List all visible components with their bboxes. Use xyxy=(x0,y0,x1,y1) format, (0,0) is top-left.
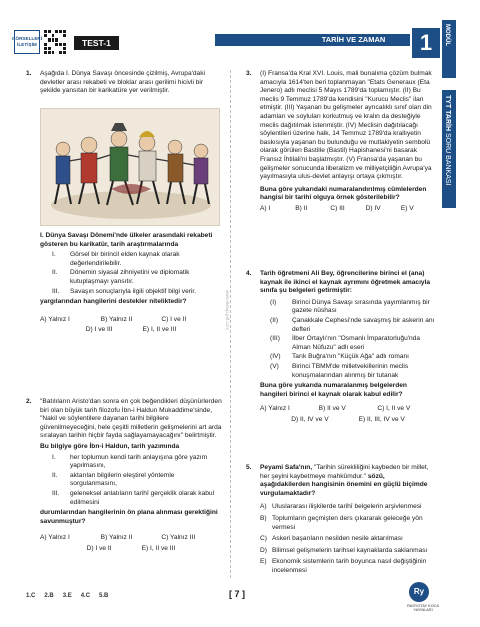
option-c[interactable]: C) I, II ve V xyxy=(377,405,411,413)
test-label: TEST-1 xyxy=(74,36,119,50)
option-c[interactable]: C) Yalnız III xyxy=(161,534,196,542)
brand-tab xyxy=(442,90,456,208)
item-key: III. xyxy=(52,489,60,497)
question-intro: Tarih öğretmeni Ali Bey, öğrencilerine birinci el (ana) kaynak ile ikinci el kaynak ayrımını öğretmek amacıyla sınıfa şu belgeleri getirmiştir: xyxy=(260,270,431,295)
module-tab xyxy=(442,20,456,78)
option-e[interactable] xyxy=(260,558,436,575)
question-number: 3. xyxy=(246,70,252,77)
item-key: III. xyxy=(52,287,60,295)
option-b[interactable]: B) II xyxy=(295,204,308,212)
option-text: Ekonomik sistemlerin tarih boyunca nasıl değiştiğinin incelenmesi xyxy=(272,558,427,574)
item-text: aktarılan bilgilerin eleştirel yöntemle sorgulanmasını, xyxy=(70,471,175,488)
quote-author: Peyami Safa'nın, xyxy=(260,464,313,471)
item-key: I. xyxy=(52,251,56,259)
item-key: II. xyxy=(52,471,58,479)
brand-subtitle: SORU BANKASI xyxy=(444,131,451,186)
question-prompt: Buna göre yukarıdaki numaralandırılmış cümlelerden hangisi bir tarihî olguya örnek gösterilebilir? xyxy=(260,185,427,202)
item-key: (II) xyxy=(270,316,279,324)
item-key: II. xyxy=(52,269,58,277)
option-text: Bilimsel gelişmelerin tarihsel kaynaklarda saklanması xyxy=(272,546,428,554)
option-c[interactable] xyxy=(260,535,436,544)
item-text: Birinci TBMM'de milletvekillerinin meclis konuşmalarından alınmış bir tutanak xyxy=(292,362,409,379)
item-key: (III) xyxy=(270,335,280,343)
item-key: (V) xyxy=(270,362,279,370)
option-d[interactable]: D) I ve III xyxy=(85,326,113,334)
option-key: A) xyxy=(260,503,267,511)
question-1-body xyxy=(40,232,222,335)
answer-4: 4.C xyxy=(80,593,91,599)
option-d[interactable]: D) IV xyxy=(365,204,381,212)
list-item xyxy=(270,363,436,380)
option-e[interactable]: E) V xyxy=(400,204,414,212)
option-a[interactable]: A) I xyxy=(260,204,271,212)
list-item xyxy=(52,472,222,489)
question-prompt: yargılarından hangilerini destekler niteliktedir? xyxy=(40,298,187,306)
list-item xyxy=(52,251,222,268)
list-item xyxy=(270,353,436,362)
option-b[interactable]: B) Yalnız II xyxy=(100,534,133,542)
answer-key xyxy=(26,593,108,599)
option-d[interactable] xyxy=(260,547,436,556)
question-intro: Aşağıda I. Dünya Savaşı öncesinde çizilmiş, Avrupa'daki devletler arası rekabeti ve bloklar arası gerilimi hicivli bir şekilde yansıtan bir karikatüre yer verilmiştir. xyxy=(40,70,205,95)
item-text: Çanakkale Cephesi'nde savaşmış bir askerin anı defteri xyxy=(292,316,435,333)
brand-title: TYT TARİH xyxy=(444,95,451,132)
options-row xyxy=(40,326,222,335)
question-1 xyxy=(26,70,220,96)
answer-5: 5.B xyxy=(99,593,109,599)
option-key: D) xyxy=(260,546,267,554)
option-key: E) xyxy=(260,558,267,566)
option-text: Toplumların geçmişten ders çıkararak geleceğe yön vermesi xyxy=(272,514,423,531)
module-tab-label: MODÜL xyxy=(444,24,450,46)
item-key: (I) xyxy=(270,298,277,306)
cartoon-drawing xyxy=(41,109,220,226)
test-number: 1 xyxy=(412,28,440,58)
publisher-name: RASYOTAY KOCA YAYINLARI xyxy=(407,604,439,612)
question-intro: "Batılıların Aristo'dan sonra en çok beğendikleri düşünürlerden biri olan büyük tarih filozofu İbn-i Haldun Mukaddime'sinde, "Nakil ve söylentilere dayanan tarihi bilgilere güvenilmeyeceğini, hele çeşitli milletlerin gelişmelerini art arda sıralayan tarihin hiçbir fayda sağlayamayacağını" belirtmiştir. xyxy=(40,398,222,440)
question-stem: Bu bilgiye göre İbn-i Haldun, tarih yazımında xyxy=(40,442,180,450)
item-text: her toplumun kendi tarih anlayışına göre yazım yapılmasını, xyxy=(70,453,208,470)
item-text: Dönemin siyasal zihniyetini ve diplomatik kutuplaşmayı yansıtır. xyxy=(70,269,190,285)
option-a[interactable] xyxy=(260,503,436,512)
item-text: Görsel bir birincil elden kaynak olarak değerlendirilebilir. xyxy=(70,251,180,267)
list-item xyxy=(52,490,222,507)
document-list xyxy=(270,299,436,380)
item-key: I. xyxy=(52,453,56,461)
topic-title: TARİH VE ZAMAN xyxy=(297,34,410,46)
question-number: 1. xyxy=(26,70,32,77)
option-a[interactable]: A) Yalnız I xyxy=(40,315,70,323)
option-c[interactable]: C) I ve II xyxy=(161,315,187,323)
option-key: C) xyxy=(260,535,267,543)
options-row xyxy=(40,316,222,325)
options-row xyxy=(40,534,222,543)
publisher-logo-icon: Ry xyxy=(409,582,429,602)
list-item xyxy=(270,299,436,316)
option-b[interactable]: B) II ve V xyxy=(318,405,346,413)
question-number: 4. xyxy=(246,270,252,277)
option-key: B) xyxy=(260,514,267,522)
question-3 xyxy=(246,70,436,214)
answer-3: 3.E xyxy=(62,593,72,599)
options-row xyxy=(260,416,436,425)
option-e[interactable]: E) II, III, IV ve V xyxy=(358,415,405,423)
options-row xyxy=(40,545,222,554)
option-c[interactable]: C) III xyxy=(330,204,345,212)
publisher-badge xyxy=(11,30,43,54)
option-b[interactable]: B) Yalnız II xyxy=(100,315,133,323)
question-stem: I. Dünya Savaşı Dönemi'nde ülkeler arasındaki rekabeti gösteren bu karikatür, tarih araştırmalarında xyxy=(40,232,213,248)
quote-text: "Tarihin sürekliliğini kaybeden bir millet, her şeyini kaybetmeye mahkûmdur." xyxy=(260,464,429,480)
list-item xyxy=(270,335,436,352)
badge-line-2: İLETİŞİM xyxy=(17,42,37,47)
column-divider xyxy=(230,70,231,578)
badge-line-1: GÖRSELLERİ xyxy=(11,36,43,41)
options-row xyxy=(260,205,436,214)
item-key: (IV) xyxy=(270,353,281,361)
list-item xyxy=(270,317,436,334)
question-intro: (I) Fransa'da Kral XVI. Louis, mali bunalıma çözüm bulmak amacıyla 1614'ten beri toplanmayan "Etats Generaux (Eta Jenero) adlı meclisi 5 Mayıs 1789'da toplamıştır. (II) Bu meclis 9 Temmuz 1789'da kendisini "Kurucu Meclis" ilan etmiştir. (III) Yaşanan bu gelişmeler ayrıcalıklı sınıf olan din adamları ve soyluları korkutmuş ve kralın da desteğiyle meclis dağıtılmak istenmiştir. (IV) Meclisin dağıtılacağı söylentileri üzerine halk, 14 Temmuz 1789'da krallıyetin baskısıyla yaşanan bu bulunduğu ve mutlakiyetin sembolü olarak görülen Bastille (Bastil) Hapishanesi'ni basarak Fransız İhtilali'ni başlatmıştır. (V) Fransa'da yaşanan bu gelişmeler sonucunda liberalizm ve milliyetçiliğin Avrupa'ya yayılmasıyla ulus-devlet anlayışı ortaya çıkmıştır. xyxy=(260,70,432,181)
cartoon-image xyxy=(40,108,220,226)
list-item xyxy=(52,454,222,471)
list-item xyxy=(52,288,222,297)
question-5 xyxy=(246,464,436,577)
question-prompt: durumlarından hangilerinin ön plana alınması gerektiğini savunmuştur? xyxy=(40,509,218,525)
qr-code-icon[interactable] xyxy=(44,30,66,54)
answer-2: 2.B xyxy=(44,593,54,599)
question-4 xyxy=(246,270,436,425)
item-text: Savaşın sonuçlarıyla ilgili objektif bilgi verir. xyxy=(70,287,197,295)
question-number: 2. xyxy=(26,398,32,405)
options-list xyxy=(260,503,436,575)
item-text: İlber Ortaylı'nın "Osmanlı İmparatorluğu'nda Alman Nüfuzu" adlı eseri xyxy=(292,335,420,351)
page-number: [ 7 ] xyxy=(229,589,246,599)
question-2 xyxy=(26,398,222,554)
option-text: Uluslararası ilişkilerde tarihî belgelerin arşivlenmesi xyxy=(272,503,422,511)
option-e[interactable]: E) I, II ve III xyxy=(141,544,176,552)
options-row xyxy=(260,405,436,414)
question-prompt: Buna göre yukarıda numaralanmış belgelerden hangileri birinci el kaynak olarak kabul edilir? xyxy=(260,382,407,398)
option-a[interactable]: A) Yalnız I xyxy=(260,405,290,413)
question-prompt: sözü, aşağıdakilerden hangisinin önemini en güçlü biçimde vurgulamaktadır? xyxy=(260,472,428,497)
watermark: www.ekitap.pdf.com xyxy=(225,290,230,331)
option-d[interactable]: D) II, IV ve V xyxy=(291,415,329,423)
answer-1: 1.C xyxy=(26,593,36,599)
brand-tab-label xyxy=(444,95,451,186)
statement-list xyxy=(52,251,222,296)
item-text: geleneksel anlatıların tarihî gerçeklik olarak kabul edilmesini xyxy=(70,489,215,506)
question-number: 5. xyxy=(246,464,252,471)
list-item xyxy=(52,269,222,286)
option-b[interactable] xyxy=(260,515,436,532)
option-e[interactable]: E) I, II ve III xyxy=(142,326,177,334)
option-d[interactable]: D) I ve II xyxy=(86,544,112,552)
item-text: Tarık Buğra'nın "Küçük Ağa" adlı romanı xyxy=(292,353,409,361)
statement-list xyxy=(52,454,222,508)
item-text: Birinci Dünya Savaşı sırasında yayımlanmış bir gazete nüshası xyxy=(292,298,430,315)
option-text: Askeri başarıların nesilden nesile aktarılması xyxy=(272,535,403,543)
option-a[interactable]: A) Yalnız I xyxy=(40,534,70,542)
